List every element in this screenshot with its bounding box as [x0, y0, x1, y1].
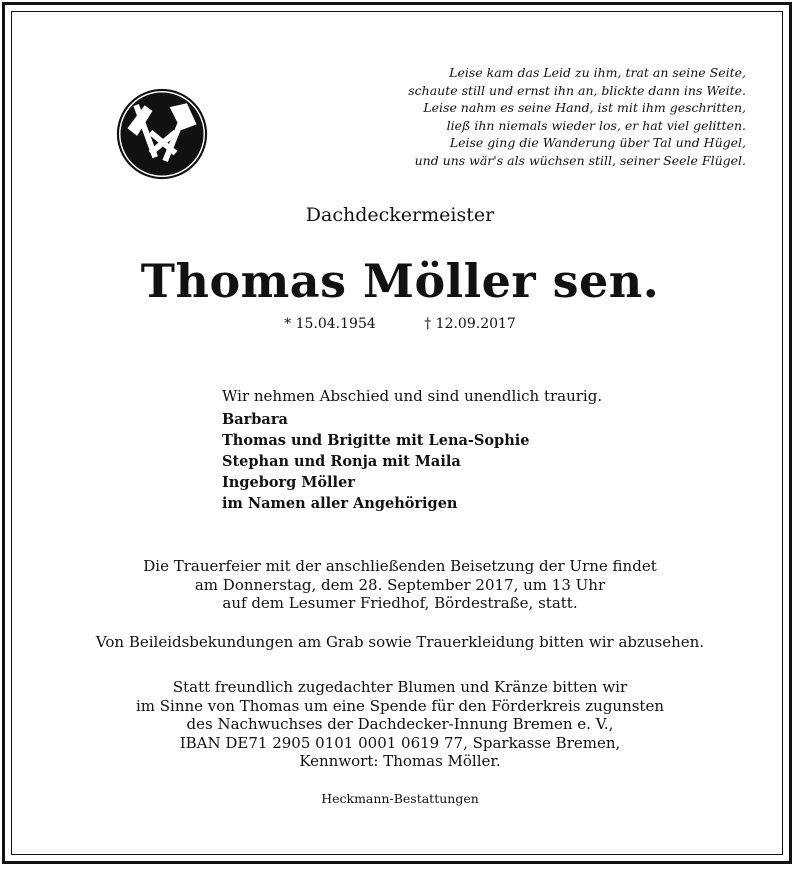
poem-line: schaute still und ernst ihn an, blickte dann ins Weite.	[408, 82, 746, 98]
donation-line: des Nachwuchses der Dachdecker-Innung Bremen e. V.,	[186, 715, 614, 733]
mourner-name: Ingeborg Möller	[222, 474, 355, 491]
roofer-guild-emblem-icon	[114, 86, 210, 182]
death-date: † 12.09.2017	[424, 316, 516, 332]
mourner-name: im Namen aller Angehörigen	[222, 495, 458, 512]
condolence-notice: Von Beileidsbekundungen am Grab sowie Trauerkleidung bitten wir abzusehen.	[95, 633, 705, 651]
poem	[326, 64, 746, 169]
deceased-name: Thomas Möller sen.	[140, 254, 660, 308]
poem-line: Leise nahm es seine Hand, ist mit ihm geschritten,	[423, 100, 746, 115]
poem-line: Leise ging die Wanderung über Tal und Hügel,	[449, 135, 746, 150]
donation-line: im Sinne von Thomas um eine Spende für den Förderkreis zugunsten	[135, 696, 665, 715]
donation-notice	[0, 678, 800, 771]
mourner-name: Stephan und Ronja mit Maila	[222, 453, 461, 470]
funeral-notice	[0, 557, 800, 613]
donation-line: IBAN DE71 2905 0101 0001 0619 77, Sparkasse Bremen,	[179, 733, 621, 752]
donation-line: Kennwort: Thomas Möller.	[299, 752, 501, 770]
funeral-line: am Donnerstag, dem 28. September 2017, um 13 Uhr	[194, 575, 606, 594]
life-dates	[0, 316, 800, 332]
donation-line: Statt freundlich zugedachter Blumen und Kränze bitten wir	[172, 678, 628, 696]
poem-line: und uns wär's als wüchsen still, seiner Seele Flügel.	[414, 152, 746, 168]
profession: Dachdeckermeister	[305, 204, 495, 226]
poem-line: ließ ihn niemals wieder los, er hat viel gelitten.	[446, 117, 746, 133]
poem-line: Leise kam das Leid zu ihm, trat an seine Seite,	[449, 65, 746, 80]
funeral-line: Die Trauerfeier mit der anschließenden Beisetzung der Urne findet	[143, 557, 657, 575]
mourner-name: Thomas und Brigitte mit Lena-Sophie	[222, 432, 530, 449]
farewell-text: Wir nehmen Abschied und sind unendlich traurig.	[222, 387, 603, 405]
mourner-name: Barbara	[222, 411, 288, 428]
mourner-list	[222, 409, 529, 514]
undertaker: Heckmann-Bestattungen	[321, 791, 479, 806]
birth-date: * 15.04.1954	[284, 316, 376, 332]
funeral-line: auf dem Lesumer Friedhof, Bördestraße, statt.	[222, 594, 578, 612]
